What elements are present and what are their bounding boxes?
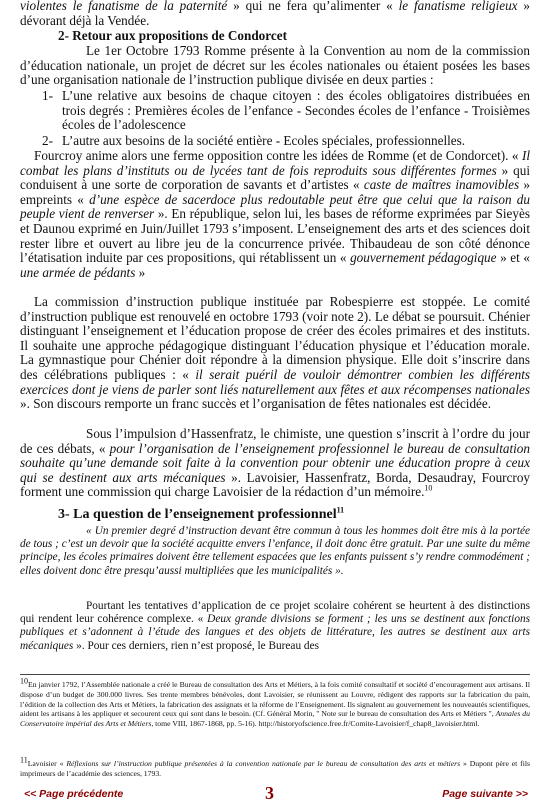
text: » empreints « xyxy=(20,177,530,207)
quote: Deux grande divisions se forment ; les uns se destinent aux fonctions publiques et s’adonnent à l’étude des langues et des objets de littérature, les autres se destinent aux arts mécaniques xyxy=(20,613,531,652)
paragraph-romme xyxy=(20,44,530,88)
previous-page-link[interactable]: << Page précédente xyxy=(24,788,124,800)
footnote-10 xyxy=(20,676,530,729)
text: ». Lavoisier, Hassenfratz, Borda, Desaudray, Fourcroy forment une commission qui charge Lavoisier de la rédaction d’un mémoire. xyxy=(20,469,531,500)
text: » et « xyxy=(496,250,530,266)
quote: une armée de pédants xyxy=(20,264,136,280)
list-item-1 xyxy=(20,89,530,133)
text: » qui conduisent à une sorte de corporation de savants et d’artistes « xyxy=(20,162,530,193)
text: Fourcroy anime alors une ferme opposition contre les idées de Romme (et de Condorcet). « xyxy=(34,148,522,163)
footnote-number: 11 xyxy=(20,755,28,765)
list-number: 2- xyxy=(42,133,53,148)
list-item-2 xyxy=(20,134,530,149)
text: Sous l’impulsion d’Hassenfratz, le chimiste, une question s’inscrit à l’ordre du jour de ces débats, « xyxy=(20,426,530,456)
quote: d’une espèce de sacerdoce plus redoutable peut être que celui que la raison du peuple vient de renverser xyxy=(20,191,530,222)
list-text: L’une relative aux besoins de chaque citoyen : des écoles obligatoires distribuées en trois degrés : Premières écoles de l’enfance - Secondes écoles de l’enfance - Troisièmes écoles de l’adolescence xyxy=(62,88,530,133)
footnote-ref-10[interactable]: 10 xyxy=(424,483,433,493)
paragraph-text: Le 1er Octobre 1793 Romme présente à la Convention au nom de la commission d’éducation nationale, un projet de décret sur les écoles nationales ou étaient posées les bases d’une organisation nationale de l’instruction publique divisée en deux parties : xyxy=(20,43,530,88)
page-number: 3 xyxy=(265,783,274,803)
footnote-title: Annales du Conservatoire impérial des Arts et Métiers xyxy=(20,709,530,729)
paragraph-hassenfratz xyxy=(20,427,530,500)
quote: Il combat les plans d’instituts ou de lycées tant de fois reproduits sous différentes formes xyxy=(20,148,530,178)
footnote-number: 10 xyxy=(20,676,28,686)
intro-text: » qui ne fera qu’alimenter « xyxy=(227,0,399,13)
next-page-link[interactable]: Page suivante >> xyxy=(442,788,528,800)
list-text: L’autre aux besoins de la société entière - Ecoles spéciales, professionnelles. xyxy=(62,133,466,148)
intro-quote-2: le fanatisme religieux xyxy=(398,0,518,13)
heading-text: 3- La question de l’enseignement professionnel xyxy=(58,507,337,522)
text: Pourtant les tentatives d’application de ce projet scolaire cohérent se heurtent à des distinctions qui rendent leur cohérence complexe. « xyxy=(20,600,530,626)
footnote-text: » Dupont père et fils imprimeurs de l’académie des sciences, 1793. xyxy=(20,759,530,778)
paragraph-tentatives xyxy=(20,600,530,653)
quote-block xyxy=(20,525,530,578)
intro-quote-1: violentes le fanatisme de la paternité xyxy=(20,0,228,13)
page-footer xyxy=(0,785,550,805)
intro-text-end: » dévorant déjà la Vendée. xyxy=(20,0,530,28)
footnote-text: , tome VIII, 1867-1868, pp. 5-16). http://historyofscience.free.fr/Comite-Lavoisier/f_chap8_lavoisier.html. xyxy=(151,719,480,729)
quote: « Un premier degré d’instruction devant être commun à tous les hommes doit être mis à la portée de tous ; c’est un devoir que la société acquitte envers l’enfance, il doit donc être gratuit. Par une suite du même principe, les écoles primaires doivent être tellement espacées que les enfants puissent s’y rendre commodément ; elles doivent donc être presqu’aussi multipliées que les municipalités ». xyxy=(20,525,531,577)
paragraph-commission xyxy=(20,295,530,412)
quote: il serait puéril de vouloir démontrer combien les différents exercices dont je viens de parler sont liés naturellement aux fêtes et aux récompenses nationales xyxy=(20,366,530,397)
footnote-11 xyxy=(20,755,530,779)
intro-paragraph xyxy=(20,0,530,28)
footnote-title: Réflexions sur l’instruction publique présentées à la convention nationale par le bureau de consultation des arts et métiers xyxy=(66,759,461,768)
footnote-ref-11[interactable]: 11 xyxy=(336,505,345,515)
section-heading-2: 2- Retour aux propositions de Condorcet xyxy=(58,28,287,43)
text: » xyxy=(135,264,146,280)
footnote-text: En janvier 1792, l’Assemblée nationale a créé le Bureau de consultation des Arts et Métiers, à la fois comité consultatif et société d’encouragement aux artisans. Il dispose d’un budget de 300.000 livres. Ses trente membres bénévoles, dont Lavoisier, se réunissent au Louvre, rédigent des rapports sur la fabrication du pain, l’édition de la collection des Arts et Métiers, la fabrication des assignats et la réforme de l’Enseignement. Ils signalent au gouvernement les nouveautés scientifiques, aident les artisans à les appliquer et secourent ceux qui sont dans le besoin. (Cf. Général Morin, " Note sur le bureau de consultation des Arts et Métiers ", xyxy=(20,680,530,719)
paragraph-fourcroy xyxy=(20,149,530,280)
list-number: 1- xyxy=(42,88,53,103)
footnote-text: Lavoisier « xyxy=(27,759,67,768)
footnote-divider xyxy=(20,674,530,675)
text: ». Pour ces derniers, rien n’est proposé, le Bureau des xyxy=(73,639,319,652)
text: La commission d’instruction publique instituée par Robespierre est stoppée. Le comité d’instruction publique est renouvelé en octobre 1793 (voir note 2). Le débat se poursuit. Chénier distinguant l’enseignement et l’éducation propose de créer des écoles primaires et des instituts. Il souhaite une approche pédagogique distinguant l’éducation physique et l’éducation morale. La gymnastique pour Chénier doit répondre à la dimension physique. Elle doit s’inscrire dans des célébrations publiques : « xyxy=(20,294,530,382)
quote: caste de maîtres inamovibles xyxy=(363,177,520,193)
text: ». En république, selon lui, les bases de réforme exprimées par Sieyès et Daunou exprimé en Juin/Juillet 1793 s’imposent. L’enseignement des arts et des sciences doit rester libre et ouvert au libre jeu de la concurrence privée. Thibaudeau de son côté dénonce l’étatisation induite par ces propositions, qui rétablissent un « xyxy=(20,206,530,266)
text: ». Son discours remporte un franc succès et l’organisation de fêtes nationales est décidée. xyxy=(20,396,492,412)
quote: gouvernement pédagogique xyxy=(350,250,497,266)
section-heading-3 xyxy=(58,507,528,523)
quote: pour l’organisation de l’enseignement professionnel le bureau de consultation souhaite qu’une demande soit faite à la convention pour obtenir une éducation propre à ceux qui se destinent aux arts mécaniques xyxy=(20,440,530,485)
